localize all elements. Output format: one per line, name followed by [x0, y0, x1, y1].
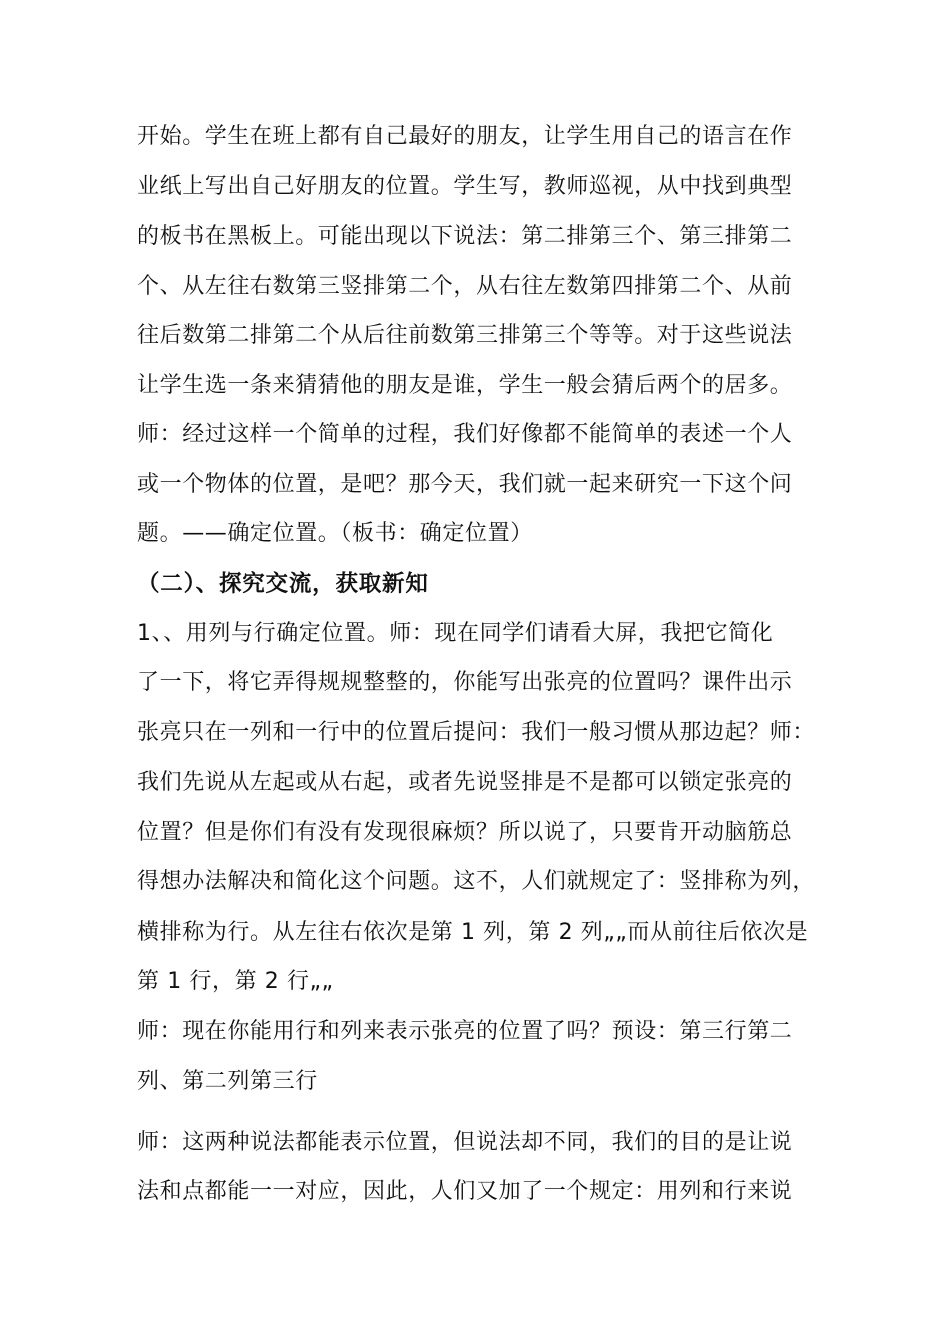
paragraph-line: 列、第二列第三行: [137, 1069, 318, 1094]
paragraph-line: 张亮只在一列和一行中的位置后提问：我们一般习惯从那边起？师：: [137, 720, 816, 745]
paragraph-line: 业纸上写出自己好朋友的位置。学生写，教师巡视，从中找到典型: [137, 174, 793, 199]
paragraph-line: 题。——确定位置。（板书：确定位置）: [137, 521, 533, 546]
paragraph-line: 往后数第二排第二个从后往前数第三排第三个等等。对于这些说法: [137, 323, 793, 348]
section-heading: （二）、探究交流，获取新知: [137, 571, 429, 597]
paragraph-line: 1、、用列与行确定位置。师：现在同学们请看大屏，我把它简化: [137, 621, 774, 646]
paragraph-line: 开始。学生在班上都有自己最好的朋友，让学生用自己的语言在作: [137, 124, 793, 149]
paragraph-line: 我们先说从左起或从右起，或者先说竖排是不是都可以锁定张亮的: [137, 770, 793, 795]
paragraph-line: 个、从左往右数第三竖排第二个，从右往左数第四排第二个、从前: [137, 274, 793, 299]
paragraph-line: 师：现在你能用行和列来表示张亮的位置了吗？预设：第三行第二: [137, 1019, 793, 1044]
paragraph-line: 位置？但是你们有没有发现很麻烦？所以说了，只要肯开动脑筋总: [137, 820, 793, 845]
paragraph-line: 师：这两种说法都能表示位置，但说法却不同，我们的目的是让说: [137, 1130, 793, 1155]
paragraph-line: 横排称为行。从左往右依次是第 1 列，第 2 列„„而从前往后依次是: [137, 920, 809, 945]
paragraph-line: 法和点都能一一对应，因此，人们又加了一个规定：用列和行来说: [137, 1179, 793, 1204]
paragraph-line: 得想办法解决和简化这个问题。这不，人们就规定了：竖排称为列，: [137, 869, 816, 894]
paragraph-line: 或一个物体的位置，是吧？那今天，我们就一起来研究一下这个问: [137, 472, 793, 497]
paragraph-line: 的板书在黑板上。可能出现以下说法：第二排第三个、第三排第二: [137, 224, 793, 249]
paragraph-line: 了一下，将它弄得规规整整的，你能写出张亮的位置吗？课件出示: [137, 670, 793, 695]
paragraph-line: 让学生选一条来猜猜他的朋友是谁，学生一般会猜后两个的居多。: [137, 373, 793, 398]
paragraph-line: 第 1 行，第 2 行„„: [137, 969, 334, 994]
paragraph-line: 师：经过这样一个简单的过程，我们好像都不能简单的表述一个人: [137, 422, 793, 447]
